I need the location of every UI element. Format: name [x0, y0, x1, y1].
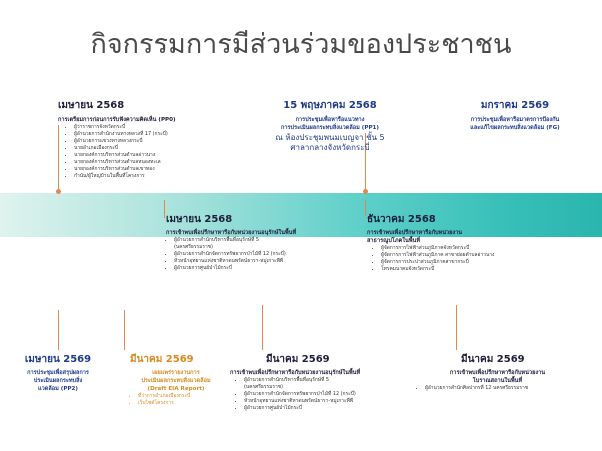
event-subtitle: ประเมินผลกระทบสิ่ง	[33, 378, 83, 384]
list-item: • ผู้อำนวยการสำนักงานทางหลวงที่ 17 (กระบี่)	[74, 131, 176, 138]
event-subtitle: สาธารณูปโภคในพื้นที่	[367, 238, 421, 244]
list-item: • ผู้จัดการการไฟฟ้าส่วนภูมิภาคจังหวัดกระบี่	[381, 245, 494, 252]
event-date: เมษายน 2569	[24, 354, 92, 365]
list-item: • ผู้จัดการการประปาส่วนภูมิภาคสาขากระบี่	[381, 259, 494, 266]
timeline-band	[0, 193, 602, 237]
event-april-2568-conservation	[166, 212, 296, 272]
list-item: • ผู้ว่าราชการจังหวัดกระบี่	[74, 124, 176, 131]
connector-line	[456, 305, 457, 350]
list-item: • กำนัน/ผู้ใหญ่บ้านในพื้นที่โครงการ	[74, 173, 176, 180]
event-subtitle: และแก้ไขผลกระทบสิ่งแวดล้อม (FG)	[470, 125, 560, 131]
event-subtitle: แวดล้อม (PP2)	[37, 386, 78, 392]
connector-line	[262, 305, 263, 350]
event-subtitle: การเข้าพบเพื่อปรึกษาหารือกับหน่วยงาน	[367, 230, 463, 236]
event-date: เมษายน 2568	[166, 214, 233, 225]
event-april-2568-pp0	[58, 98, 176, 180]
attendee-list	[367, 245, 494, 273]
event-location: ศาลากลางจังหวัดกระบี่	[290, 143, 370, 152]
event-date: มกราคม 2569	[480, 100, 550, 111]
connector-dot	[56, 189, 61, 194]
event-subtitle: เผยแพร่รายงานการ	[152, 370, 200, 376]
list-item: (นครศรีธรรมราช)	[174, 244, 213, 250]
channel-list	[124, 393, 228, 407]
event-subtitle: การประเมินผลกระทบสิ่งแวดล้อม (PP1)	[280, 125, 379, 131]
event-jan-2569-fg	[440, 98, 590, 132]
event-mar-2569-heritage	[405, 352, 590, 392]
event-subtitle: การเข้าพบเพื่อปรึกษาหารือกับหน่วยงานอนุรักษ์ในพื้นที่	[166, 230, 297, 236]
event-date: 15 พฤษภาคม 2568	[283, 100, 377, 111]
event-subtitle: (Draft EIA Report)	[147, 386, 205, 392]
event-may-2568-pp1	[245, 98, 415, 153]
connector-line	[124, 310, 125, 350]
event-subtitle: การเตรียมการก่อนการรับฟังความคิดเห็น (PP0)	[58, 117, 176, 123]
attendee-list	[58, 124, 176, 180]
event-subtitle: การประชุมเพื่อสรุปผลการ	[27, 370, 89, 376]
list-item: • ผู้อำนวยการแขวงทางหลวงกระบี่	[74, 138, 176, 145]
event-mar-2569-conservation	[230, 352, 360, 412]
event-subtitle: การประชุมเพื่อหารือแนวทาง	[295, 117, 365, 123]
connector-line	[365, 200, 366, 216]
list-item: • ผู้อำนวยการสำนักบริหารพื้นที่อนุรักษ์ที่ 5	[244, 377, 360, 384]
connector-line	[58, 310, 59, 350]
list-item: • ผู้อำนวยการสำนักจัดการทรัพยากรป่าไม้ที่ 12 (กระบี่)	[174, 251, 296, 258]
event-date: มีนาคม 2569	[461, 354, 525, 365]
list-item: • ผู้อำนวยการสำนักบริหารพื้นที่อนุรักษ์ที่ 5	[174, 237, 296, 244]
list-item: • ที่ว่าการอำเภอเมืองกระบี่	[138, 393, 228, 400]
event-date: ธันวาคม 2568	[367, 214, 436, 225]
event-subtitle: โบราณสถานในพื้นที่	[472, 378, 523, 384]
list-item: • ผู้อำนวยการสำนักจัดการทรัพยากรป่าไม้ที่ 12 (กระบี่)	[244, 391, 360, 398]
connector-dot	[363, 189, 368, 194]
attendee-list	[166, 237, 296, 272]
event-date: เมษายน 2568	[58, 100, 125, 111]
list-item: • ผู้อำนวยการศูนย์ป่าไม้กระบี่	[174, 265, 296, 272]
list-item: • หัวหน้าอุทยานแห่งชาติหาดนพรัตน์ธารา-หมู่เกาะพีพี	[244, 398, 360, 405]
list-item: • โทรคมนาคมจังหวัดกระบี่	[381, 266, 494, 273]
list-item: • นายกองค์การบริหารส่วนตำบลหนองทะเล	[74, 159, 176, 166]
event-subtitle: การประชุมเพื่อหารือมาตรการป้องกัน	[470, 117, 560, 123]
list-item: • เว็บไซต์โครงการ	[138, 400, 228, 407]
list-item: • นายกองค์การบริหารส่วนตำบลเขาทอง	[74, 166, 176, 173]
list-item: • ผู้จัดการการไฟฟ้าส่วนภูมิภาค สาขาย่อยตำบลอ่าวนาง	[381, 252, 494, 259]
list-item: (นครศรีธรรมราช)	[244, 384, 283, 390]
event-subtitle: ประเมินผลกระทบสิ่งแวดล้อม	[141, 378, 211, 384]
event-mar-2569-draft-eia	[124, 352, 228, 407]
list-item: • ผู้อำนวยการสำนักศิลปากรที่ 12 นครศรีธรรมราช	[425, 385, 590, 392]
list-item: • ผู้อำนวยการศูนย์ป่าไม้กระบี่	[244, 405, 360, 412]
event-subtitle: การเข้าพบเพื่อปรึกษาหารือกับหน่วยงาน	[449, 370, 546, 376]
list-item: • นายอำเภอเมืองกระบี่	[74, 145, 176, 152]
attendee-list	[405, 385, 590, 392]
event-date: มีนาคม 2569	[266, 354, 330, 365]
attendee-list	[230, 377, 360, 412]
list-item: • นายกองค์การบริหารส่วนตำบลอ่าวนาง	[74, 152, 176, 159]
connector-line	[164, 200, 165, 218]
event-location: ณ ห้องประชุมพนมเบญจา ชั้น 5	[275, 133, 385, 142]
page-title: กิจกรรมการมีส่วนร่วมของประชาชน	[90, 29, 512, 60]
list-item: • หัวหน้าอุทยานแห่งชาติหาดนพรัตน์ธารา-หมู่เกาะพีพี	[174, 258, 296, 265]
event-date: มีนาคม 2569	[130, 354, 194, 365]
event-subtitle: การเข้าพบเพื่อปรึกษาหารือกับหน่วยงานอนุรักษ์ในพื้นที่	[230, 370, 361, 376]
event-dec-2568-utilities	[367, 212, 494, 273]
event-april-2569-pp2	[5, 352, 111, 393]
